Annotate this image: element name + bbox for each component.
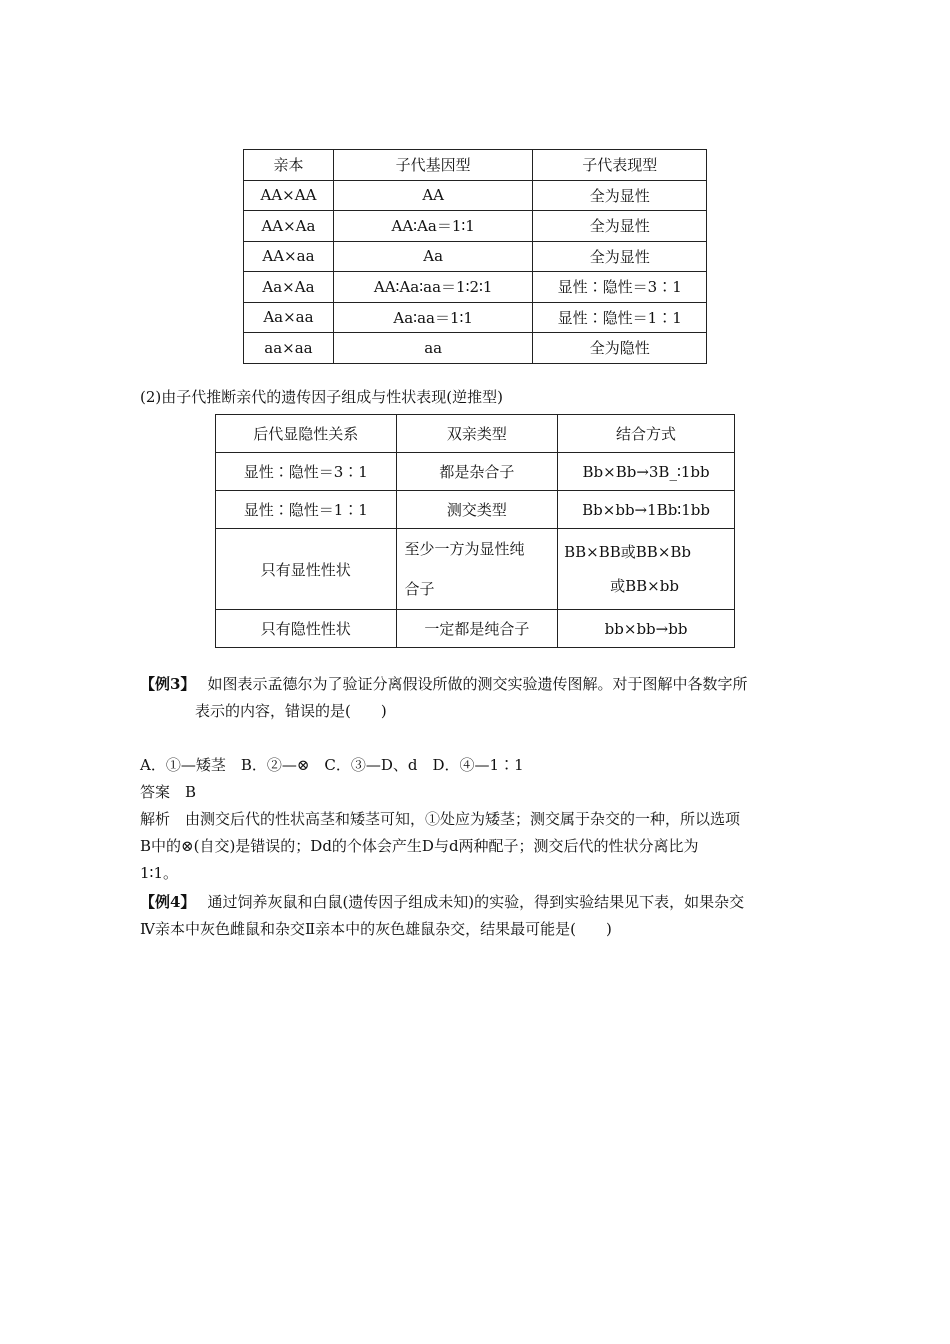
table-cell: AA∶Aa∶aa＝1∶2∶1 [333,272,533,303]
table-header-row [216,415,735,453]
table-row [244,211,707,242]
table-row [244,333,707,364]
table-cell: 显性∶隐性＝3∶1 [533,272,707,303]
table-cell: AA∶Aa＝1∶1 [333,211,533,242]
table-cell: aa [333,333,533,364]
example4-question-line1 [140,891,744,912]
table-cell: Aa×Aa [244,272,334,303]
table-row [244,302,707,333]
section-heading: (2)由子代推断亲代的遗传因子组成与性状表现(逆推型) [140,388,503,406]
table-cell: 测交类型 [396,491,558,529]
cell-line: 至少一方为显性纯 [404,540,525,558]
table-row [244,272,707,303]
table-row [216,610,735,648]
cell-line: 合子 [404,580,435,598]
table-cell: AA×Aa [244,211,334,242]
table-cell [396,529,558,610]
table-cell: 全为显性 [533,211,707,242]
table-cell: 显性∶隐性＝1∶1 [533,302,707,333]
table-cell [558,529,735,610]
table-cell: Bb×bb→1Bb∶1bb [558,491,735,529]
table-header: 结合方式 [558,415,735,453]
table-row [244,180,707,211]
example3-analysis-line1: 解析 由测交后代的性状高茎和矮茎可知，①处应为矮茎；测交属于杂交的一种，所以选项 [140,810,741,828]
cell-line: 或BB×bb [610,577,679,595]
cell-line: BB×BB或BB×Bb [564,543,692,561]
example-tag: 【例3】 [140,675,196,693]
table-cell: AA×aa [244,241,334,272]
table-cell: 全为显性 [533,241,707,272]
example3-question-line1 [140,673,747,694]
reverse-inference-table [215,414,735,648]
table-header: 子代表现型 [533,150,707,181]
table-cell: AA×AA [244,180,334,211]
example-text: 如图表示孟德尔为了验证分离假设所做的测交实验遗传图解。对于图解中各数字所 [207,675,748,693]
example-text: 通过饲养灰鼠和白鼠(遗传因子组成未知)的实验，得到实验结果见下表，如果杂交 [207,893,745,911]
table-cell: 一定都是纯合子 [396,610,558,648]
example-tag: 【例4】 [140,893,196,911]
example3-analysis-line3: 1∶1。 [140,864,178,882]
table-row [216,453,735,491]
table-header-row [244,150,707,181]
table-cell: 都是杂合子 [396,453,558,491]
table-header: 子代基因型 [333,150,533,181]
table-cell: 全为显性 [533,180,707,211]
genotype-cross-table [243,149,707,364]
example3-analysis-line2: B中的⊗(自交)是错误的；Dd的个体会产生D与d两种配子；测交后代的性状分离比为 [140,837,699,855]
table-cell: AA [333,180,533,211]
table-header: 后代显隐性关系 [216,415,397,453]
table-cell: 显性∶隐性＝1∶1 [216,491,397,529]
table-cell: aa×aa [244,333,334,364]
table-cell: 显性∶隐性＝3∶1 [216,453,397,491]
table-cell: 全为隐性 [533,333,707,364]
table-cell: 只有显性性状 [216,529,397,610]
table-cell: Aa∶aa＝1∶1 [333,302,533,333]
table-cell: bb×bb→bb [558,610,735,648]
table-cell: Aa [333,241,533,272]
example3-answer: 答案 B [140,783,197,801]
table-header: 双亲类型 [396,415,558,453]
table-cell: Bb×Bb→3B_∶1bb [558,453,735,491]
table-row [216,529,735,610]
table-cell: Aa×aa [244,302,334,333]
table-row [216,491,735,529]
table-header: 亲本 [244,150,334,181]
example4-question-line2: Ⅳ亲本中灰色雌鼠和杂交Ⅱ亲本中的灰色雄鼠杂交，结果最可能是( ) [140,920,612,938]
example3-options: A．①—矮茎 B．②—⊗ C．③—D、d D．④—1∶1 [140,756,524,774]
example3-question-line2: 表示的内容，错误的是( ) [195,702,387,720]
table-cell: 只有隐性性状 [216,610,397,648]
table-row [244,241,707,272]
